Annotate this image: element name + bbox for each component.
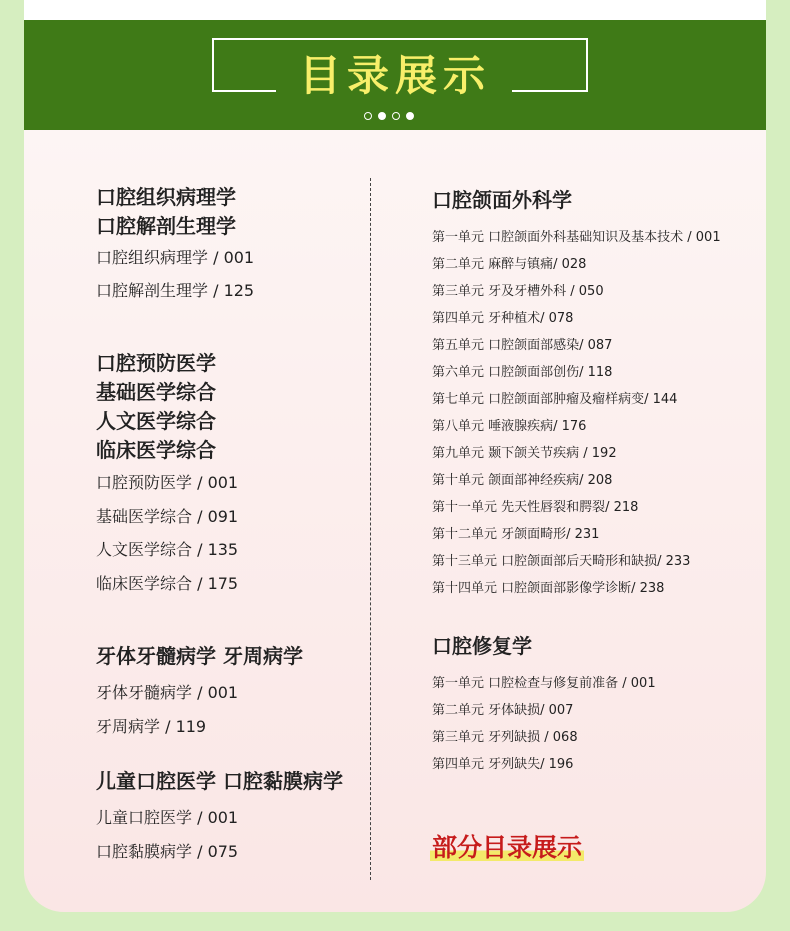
toc-entry: 第七单元 口腔颌面部肿瘤及瘤样病变/ 144 [432,392,678,407]
toc-entry: 第十二单元 牙颌面畸形/ 231 [432,527,600,542]
toc-entry: 第四单元 牙列缺失/ 196 [432,757,574,772]
toc-entry: 人文医学综合 / 135 [96,540,239,559]
carousel-dot[interactable] [392,112,400,120]
banner-title: 目录展示 [298,51,491,100]
toc-entry: 基础医学综合 / 091 [96,507,239,526]
toc-entry: 口腔预防医学 / 001 [96,473,239,492]
section-heading: 口腔预防医学 [96,351,216,375]
frame-line [212,38,214,92]
column-divider [370,178,371,880]
toc-entry: 第十三单元 口腔颌面部后天畸形和缺损/ 233 [432,554,691,569]
section-heading: 口腔解剖生理学 [96,214,236,238]
section-heading: 口腔组织病理学 [96,185,236,209]
toc-entry: 口腔解剖生理学 / 125 [96,281,255,300]
toc-entry: 第一单元 口腔检查与修复前准备 / 001 [432,676,656,691]
section-heading: 基础医学综合 [96,380,216,404]
toc-entry: 第九单元 颞下颌关节疾病 / 192 [432,446,617,461]
toc-entry: 牙体牙髓病学 / 001 [96,683,239,702]
section-heading: 口腔修复学 [432,634,532,658]
toc-entry: 口腔黏膜病学 / 075 [96,842,239,861]
section-heading: 临床医学综合 [96,438,216,462]
toc-entry: 第五单元 口腔颌面部感染/ 087 [432,338,613,353]
toc-entry: 牙周病学 / 119 [96,717,207,736]
section-heading: 人文医学综合 [96,409,216,433]
toc-entry: 第三单元 牙及牙槽外科 / 050 [432,284,604,299]
section-heading: 儿童口腔医学 口腔黏膜病学 [96,769,343,793]
carousel-dot-active[interactable] [406,112,414,120]
frame-line [212,38,588,40]
toc-entry: 第四单元 牙种植术/ 078 [432,311,574,326]
carousel-dot[interactable] [364,112,372,120]
toc-entry: 第二单元 牙体缺损/ 007 [432,703,574,718]
carousel-dot-active[interactable] [378,112,386,120]
toc-entry: 口腔组织病理学 / 001 [96,248,255,267]
carousel-dots [364,111,428,121]
frame-line [512,90,588,92]
section-heading: 牙体牙髓病学 牙周病学 [96,644,303,668]
toc-entry: 临床医学综合 / 175 [96,574,239,593]
partial-toc-note: 部分目录展示 [430,828,584,864]
toc-entry: 第八单元 唾液腺疾病/ 176 [432,419,587,434]
toc-entry: 第十四单元 口腔颌面部影像学诊断/ 238 [432,581,665,596]
frame-line [212,90,276,92]
frame-line [586,38,588,92]
toc-entry: 第三单元 牙列缺损 / 068 [432,730,578,745]
toc-entry: 第十一单元 先天性唇裂和腭裂/ 218 [432,500,639,515]
toc-entry: 第十单元 颌面部神经疾病/ 208 [432,473,613,488]
section-heading: 口腔颌面外科学 [432,188,572,212]
toc-entry: 第一单元 口腔颌面外科基础知识及基本技术 / 001 [432,230,721,245]
top-card [24,0,766,20]
toc-entry: 第六单元 口腔颌面部创伤/ 118 [432,365,613,380]
toc-entry: 儿童口腔医学 / 001 [96,808,239,827]
toc-entry: 第二单元 麻醉与镇痛/ 028 [432,257,587,272]
